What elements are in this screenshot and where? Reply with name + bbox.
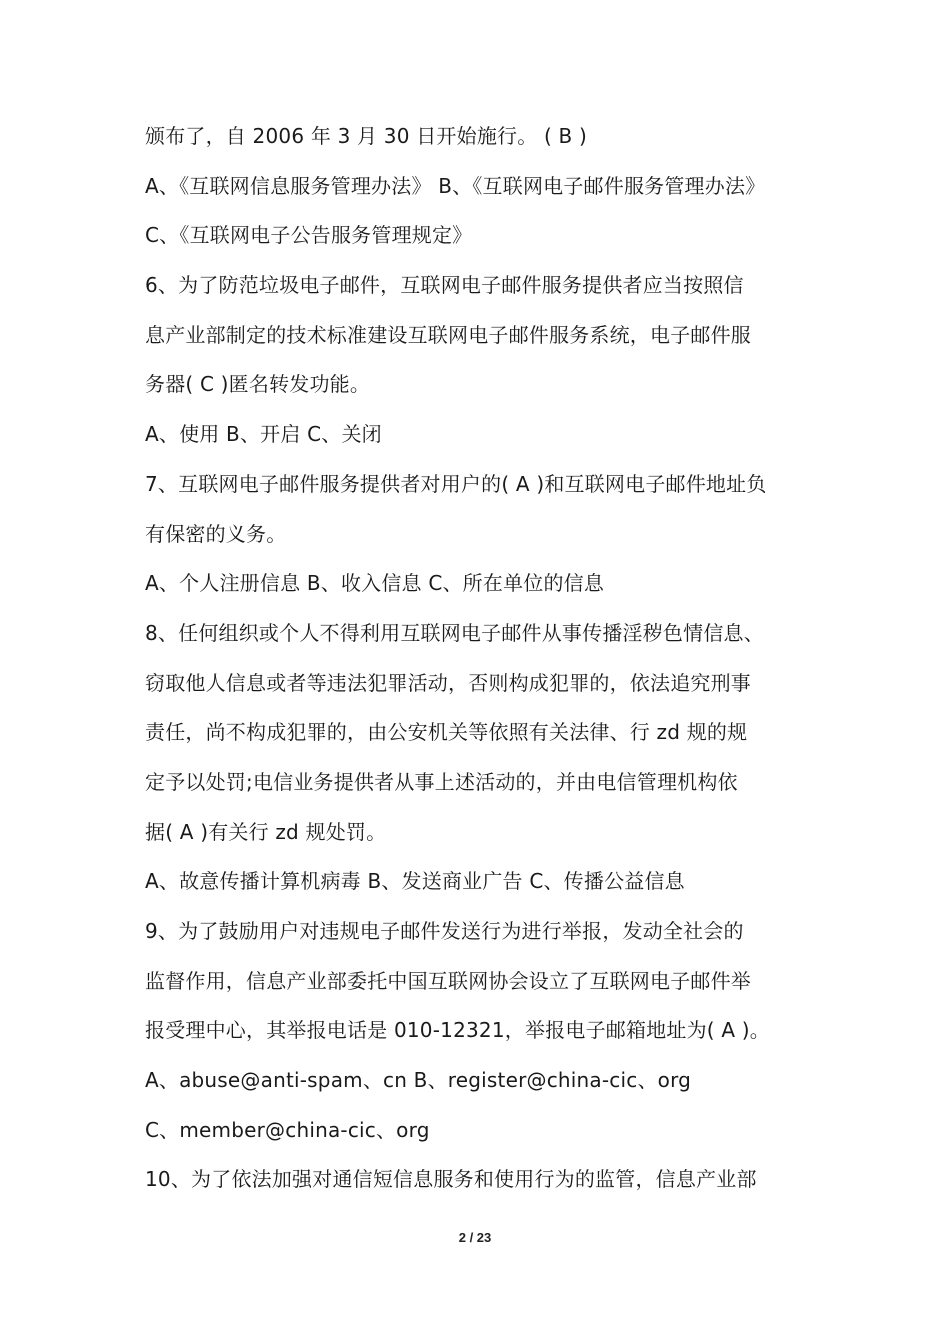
text-line: A、使用 B、开启 C、关闭 (145, 422, 382, 447)
text-line: 8、任何组织或个人不得利用互联网电子邮件从事传播淫秽色情信息、 (145, 620, 764, 645)
text-line: 有保密的义务。 (145, 521, 287, 546)
page-number: 2 / 23 (458, 1230, 492, 1245)
text-line: A、abuse@anti-spam、cn B、register@china-cic、org (145, 1068, 692, 1093)
text-line: C、《互联网电子公告服务管理规定》 (145, 223, 473, 248)
text-line: C、member@china-cic、org (145, 1117, 430, 1142)
text-line: A、《互联网信息服务管理办法》 B、《互联网电子邮件服务管理办法》 (145, 173, 766, 198)
text-line: 责任，尚不构成犯罪的，由公安机关等依照有关法律、行 zd 规的规 (145, 720, 748, 745)
text-line: 6、为了防范垃圾电子邮件，互联网电子邮件服务提供者应当按照信 (145, 273, 744, 298)
text-line: 10、为了依法加强对通信短信息服务和使用行为的监管，信息产业部 (145, 1167, 757, 1192)
text-line: 9、为了鼓励用户对违规电子邮件发送行为进行举报，发动全社会的 (145, 919, 744, 943)
text-line: 颁布了，自 2006 年 3 月 30 日开始施行。 ( B ) (145, 124, 588, 148)
text-line: 报受理中心，其举报电话是 010-12321，举报电子邮箱地址为( A )。 (145, 1018, 770, 1043)
text-line: 息产业部制定的技术标准建设互联网电子邮件服务系统，电子邮件服 (145, 322, 751, 347)
text-line: 务器( C )匿名转发功能。 (145, 372, 371, 397)
text-line: 窃取他人信息或者等违法犯罪活动，否则构成犯罪的，依法追究刑事 (145, 670, 751, 695)
text-line: 据( A )有关行 zd 规处罚。 (145, 819, 387, 844)
text-line: A、个人注册信息 B、收入信息 C、所在单位的信息 (145, 571, 605, 596)
document-body (145, 112, 815, 1205)
text-line: 7、互联网电子邮件服务提供者对用户的( A )和互联网电子邮件地址负 (145, 471, 767, 496)
text-line: 监督作用，信息产业部委托中国互联网协会设立了互联网电子邮件举 (145, 968, 751, 993)
text-line: 定予以处罚;电信业务提供者从事上述活动的，并由电信管理机构依 (145, 769, 738, 794)
text-line: A、故意传播计算机病毒 B、发送商业广告 C、传播公益信息 (145, 869, 685, 894)
